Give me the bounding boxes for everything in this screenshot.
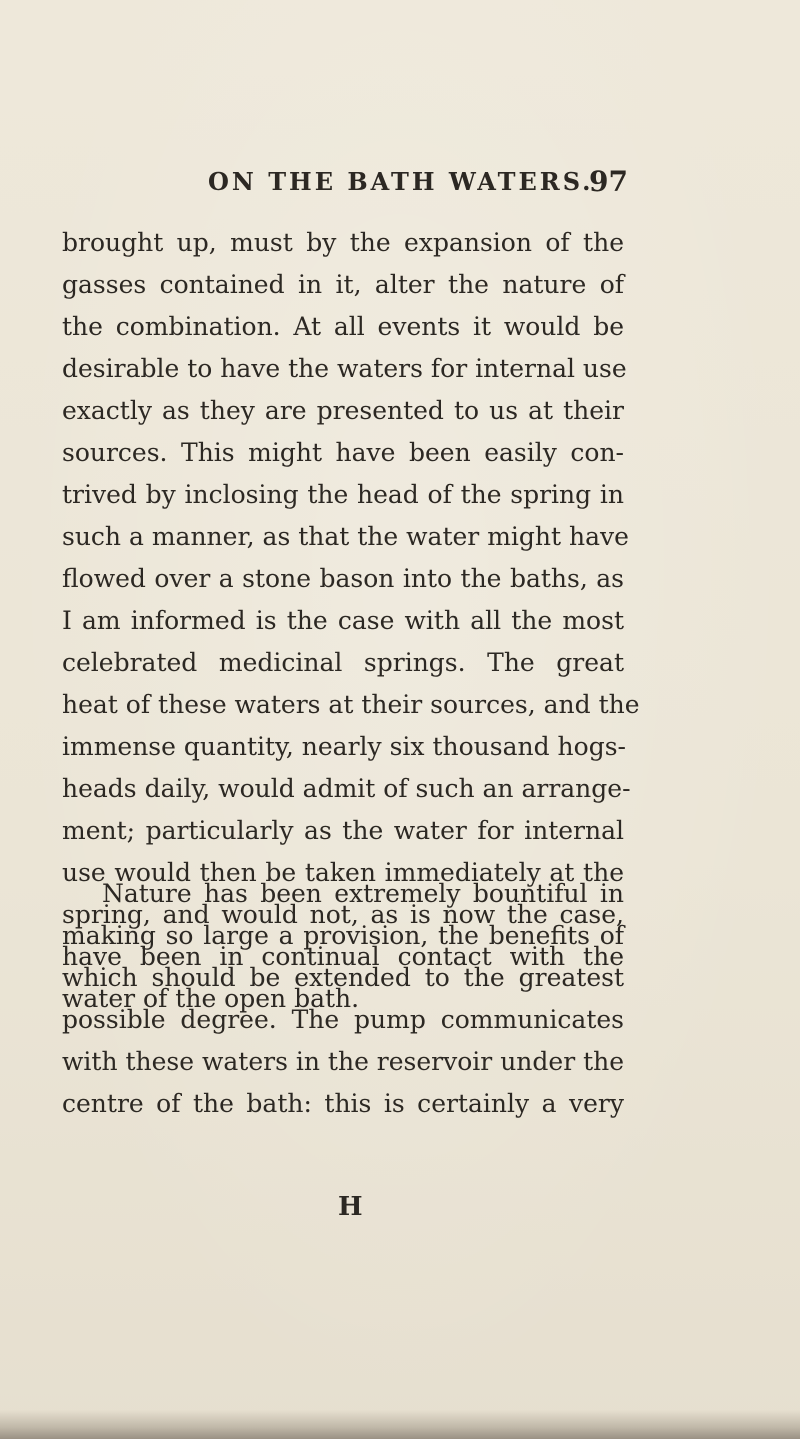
text-line: possible degree. The pump communicates bbox=[62, 1005, 624, 1034]
text-line: spring, and would not, as is now the case, bbox=[62, 900, 624, 929]
text-line: I am informed is the case with all the most bbox=[62, 606, 624, 635]
text-line: heads daily, would admit of such an arrange- bbox=[62, 774, 631, 803]
text-line: celebrated medicinal springs. The great bbox=[62, 648, 624, 677]
text-line: water of the open bath. bbox=[62, 984, 360, 1013]
text-line: making so large a provision, the benefits of bbox=[62, 921, 624, 950]
text-line: gasses contained in it, alter the nature of bbox=[62, 270, 624, 299]
text-line: trived by inclosing the head of the spring in bbox=[62, 480, 624, 509]
text-line: such a manner, as that the water might have bbox=[62, 522, 629, 551]
text-line: ment; particularly as the water for internal bbox=[62, 816, 624, 845]
running-title: ON THE BATH WATERS. bbox=[208, 167, 594, 196]
text-line: use would then be taken immediately at the bbox=[62, 858, 624, 887]
text-line: brought up, must by the expansion of the bbox=[62, 228, 624, 257]
text-line: heat of these waters at their sources, and the bbox=[62, 690, 640, 719]
text-line: Nature has been extremely bountiful in bbox=[102, 879, 624, 908]
text-line: centre of the bath: this is certainly a very bbox=[62, 1089, 624, 1118]
text-line: sources. This might have been easily con- bbox=[62, 438, 624, 467]
text-line: which should be extended to the greatest bbox=[62, 963, 624, 992]
text-line: with these waters in the reservoir under the bbox=[62, 1047, 625, 1076]
page-header bbox=[208, 167, 628, 201]
text-line: immense quantity, nearly six thousand hogs- bbox=[62, 732, 626, 761]
signature-mark: H bbox=[338, 1192, 363, 1222]
page-number: 97 bbox=[589, 165, 628, 198]
text-line: flowed over a stone bason into the baths, as bbox=[62, 564, 624, 593]
text-line: the combination. At all events it would be bbox=[62, 312, 624, 341]
page-bottom-edge bbox=[0, 1410, 800, 1439]
text-line: have been in continual contact with the bbox=[62, 942, 624, 971]
text-line: exactly as they are presented to us at their bbox=[62, 396, 624, 425]
text-line: desirable to have the waters for internal use bbox=[62, 354, 627, 383]
paragraph-2 bbox=[62, 873, 624, 1125]
